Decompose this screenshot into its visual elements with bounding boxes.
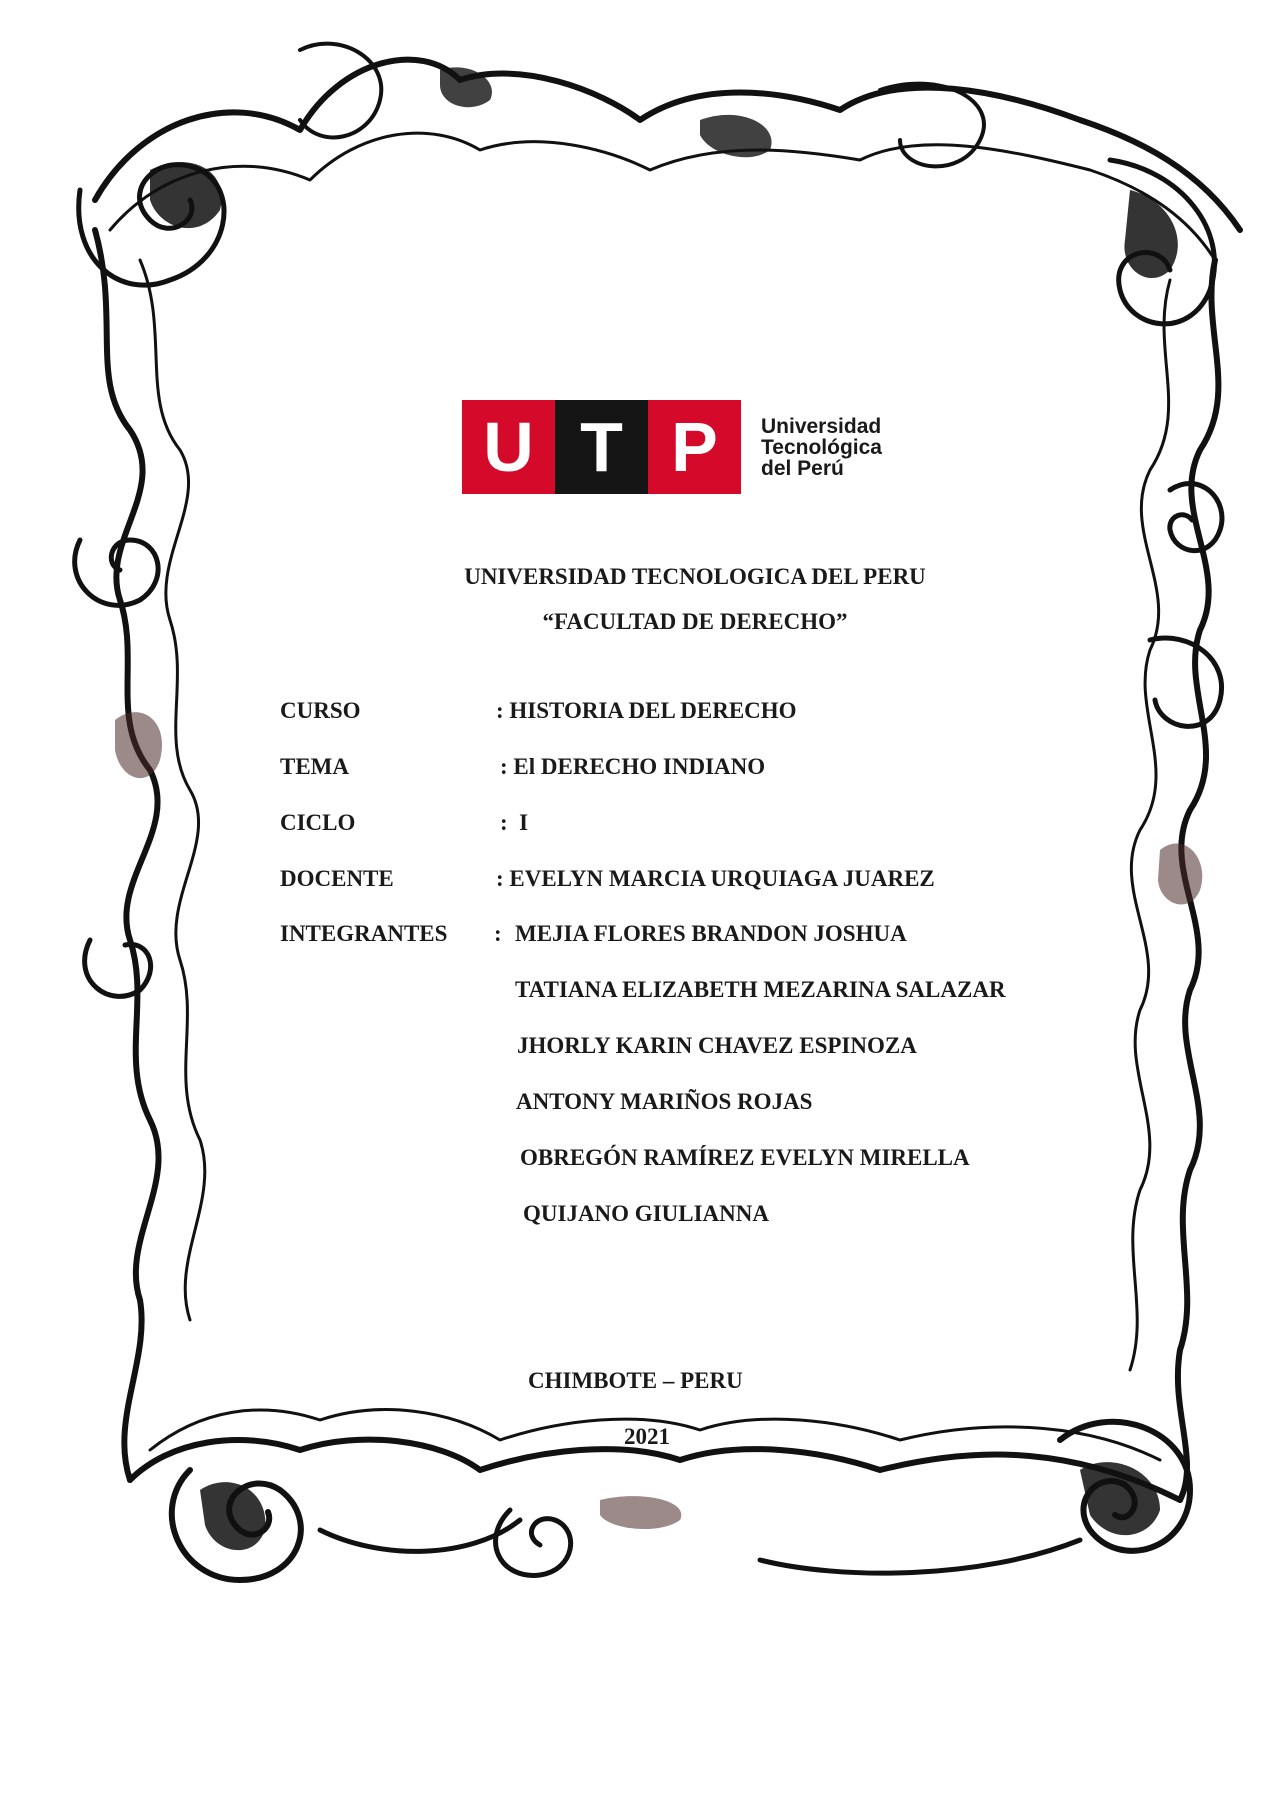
frame-top-border	[95, 60, 1240, 230]
member-item: TATIANA ELIZABETH MEZARINA SALAZAR	[515, 977, 1006, 1002]
frame-left-border	[95, 230, 159, 1480]
field-integrantes-separator: :	[494, 921, 502, 946]
field-ciclo-label: CICLO	[280, 810, 356, 835]
logo-letter-u: U	[462, 400, 555, 494]
field-tema-label: TEMA	[280, 754, 349, 779]
logo-letter-t: T	[555, 400, 648, 494]
field-tema-value: : El DERECHO INDIANO	[500, 754, 766, 779]
member-item: JHORLY KARIN CHAVEZ ESPINOZA	[517, 1033, 917, 1058]
footer-year: 2021	[624, 1424, 670, 1449]
utp-logo-blocks	[462, 400, 741, 494]
field-docente-value: : EVELYN MARCIA URQUIAGA JUAREZ	[496, 866, 935, 891]
field-ciclo-value: : I	[500, 810, 529, 835]
logo-letter-p: P	[648, 400, 741, 494]
member-item: QUIJANO GIULIANNA	[523, 1201, 769, 1226]
logo-wordmark	[761, 416, 882, 479]
logo-line-1: Universidad	[761, 414, 882, 438]
faculty-title: “FACULTAD DE DERECHO”	[542, 609, 848, 634]
field-curso-value: : HISTORIA DEL DERECHO	[496, 698, 797, 723]
logo-line-2: Tecnológica	[761, 435, 882, 459]
member-item: OBREGÓN RAMÍREZ EVELYN MIRELLA	[520, 1145, 970, 1170]
utp-logo	[462, 400, 882, 494]
field-curso-label: CURSO	[280, 698, 361, 723]
member-item: ANTONY MARIÑOS ROJAS	[516, 1089, 813, 1114]
footer-place: CHIMBOTE – PERU	[528, 1368, 743, 1393]
field-integrantes-label: INTEGRANTES	[280, 921, 448, 946]
university-title: UNIVERSIDAD TECNOLOGICA DEL PERU	[464, 564, 926, 589]
member-item: MEJIA FLORES BRANDON JOSHUA	[515, 921, 907, 946]
logo-line-3: del Perú	[761, 456, 844, 480]
field-docente-label: DOCENTE	[280, 866, 394, 891]
